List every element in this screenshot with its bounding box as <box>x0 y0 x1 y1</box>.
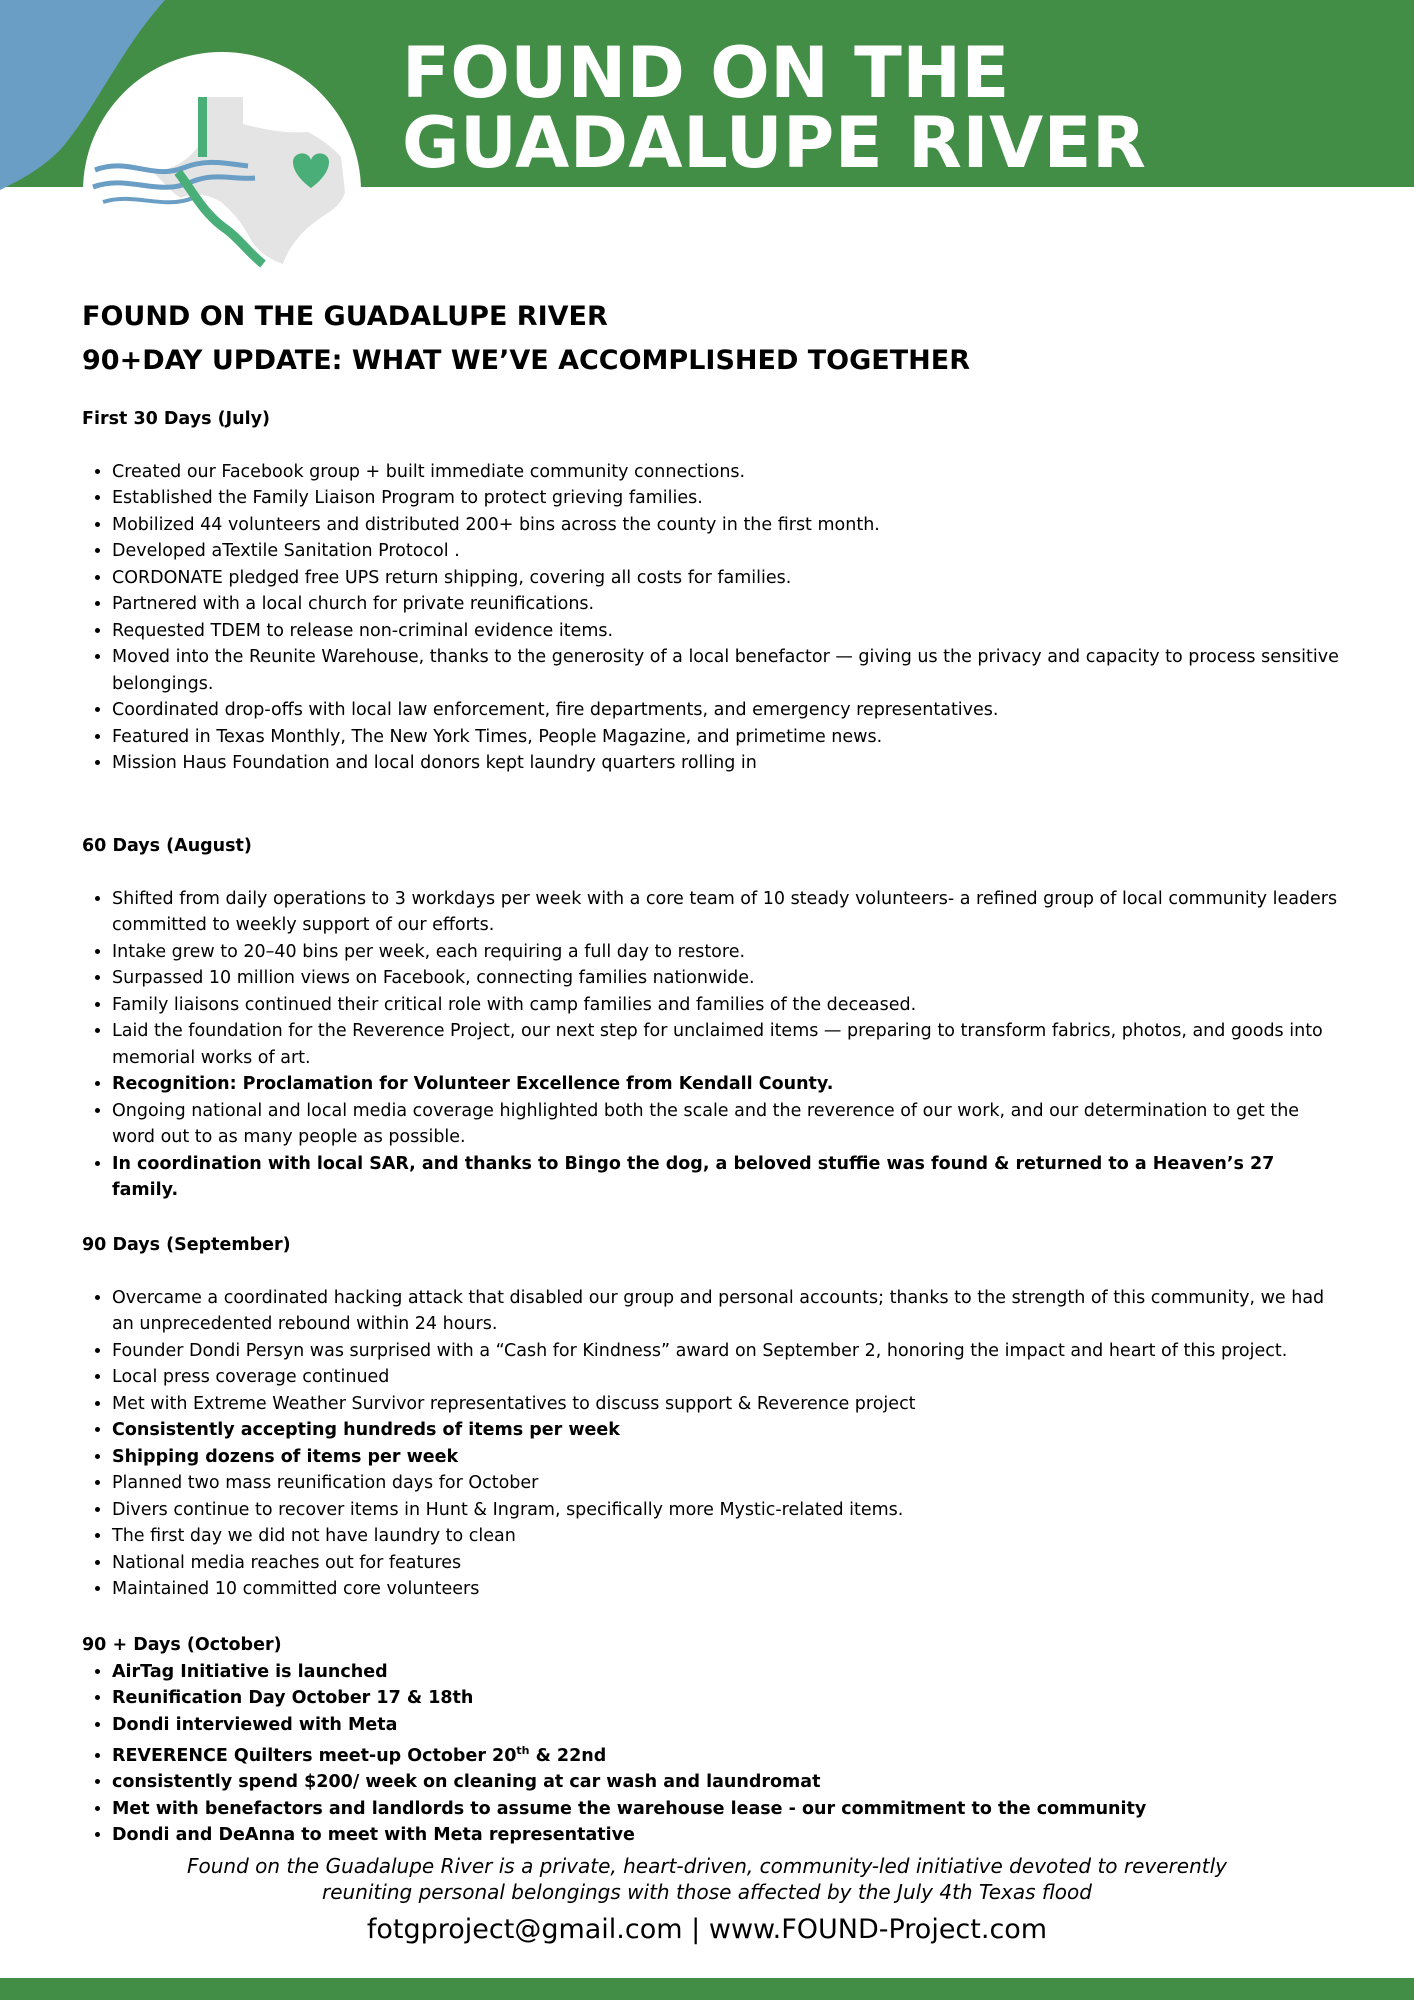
banner-title-line-2: GUADALUPE RIVER <box>402 102 1147 184</box>
texas-river-heart-icon <box>83 52 361 274</box>
list-item: • Coordinated drop-offs with local law enforcement, fire departments, and emergency representatives. <box>112 697 1342 724</box>
list-item: • Planned two mass reunification days for October <box>112 1470 1342 1497</box>
list-item: • Founder Dondi Persyn was surprised with a “Cash for Kindness” award on September 2, honoring the impact and heart of this project. <box>112 1338 1342 1365</box>
list-item: • Created our Facebook group + built immediate community connections. <box>112 459 1342 486</box>
list-item: • The first day we did not have laundry to clean <box>112 1523 1342 1550</box>
list-item-text: & 22nd <box>529 1745 607 1766</box>
bullet-list <box>82 459 1342 777</box>
list-item: • Developed aTextile Sanitation Protocol . <box>112 538 1342 565</box>
list-item: • Requested TDEM to release non-criminal evidence items. <box>112 618 1342 645</box>
list-item: • Partnered with a local church for private reunifications. <box>112 591 1342 618</box>
email-link[interactable]: fotgproject@gmail.com <box>366 1914 683 1945</box>
list-item: • Dondi and DeAnna to meet with Meta representative <box>112 1822 1342 1849</box>
section-60-days <box>82 833 1342 1204</box>
bullet-list <box>82 1285 1342 1603</box>
document-title <box>82 295 970 383</box>
section-first-30-days <box>82 406 1342 777</box>
list-item: • Established the Family Liaison Program to protect grieving families. <box>112 485 1342 512</box>
list-item: • Consistently accepting hundreds of items per week <box>112 1417 1342 1444</box>
list-item: • Met with Extreme Weather Survivor representatives to discuss support & Reverence project <box>112 1391 1342 1418</box>
list-item: • Mobilized 44 volunteers and distributed 200+ bins across the county in the first month. <box>112 512 1342 539</box>
list-item: • Divers continue to recover items in Hunt & Ingram, specifically more Mystic-related items. <box>112 1497 1342 1524</box>
section-heading: 90 + Days (October) <box>82 1635 282 1655</box>
footer-line-1: Found on the Guadalupe River is a private, heart-driven, community-led initiative devoted to reverently <box>187 1854 1227 1878</box>
document-title-line-1: FOUND ON THE GUADALUPE RIVER <box>82 301 608 332</box>
bullet-list <box>82 886 1342 1204</box>
list-item: • Laid the foundation for the Reverence Project, our next step for unclaimed items — preparing to transform fabrics, photos, and goods into memorial works of art. <box>112 1018 1342 1071</box>
list-item: • Local press coverage continued <box>112 1364 1342 1391</box>
list-item: • Ongoing national and local media coverage highlighted both the scale and the reverence of our work, and our determination to get the word out to as many people as possible. <box>112 1098 1342 1151</box>
bullet-list <box>82 1659 1342 1849</box>
list-item: • Overcame a coordinated hacking attack that disabled our group and personal accounts; thanks to the strength of this community, we had an unprecedented rebound within 24 hours. <box>112 1285 1342 1338</box>
document-title-line-2: 90+DAY UPDATE: WHAT WE’VE ACCOMPLISHED TOGETHER <box>82 345 970 376</box>
section-heading: First 30 Days (July) <box>82 409 270 429</box>
contact-line <box>0 1911 1414 1949</box>
list-item <box>112 1738 1342 1769</box>
section-90-days <box>82 1232 1342 1603</box>
list-item: • Mission Haus Foundation and local donors kept laundry quarters rolling in <box>112 750 1342 777</box>
list-item: • Featured in Texas Monthly, The New York Times, People Magazine, and primetime news. <box>112 724 1342 751</box>
list-item: • Reunification Day October 17 & 18th <box>112 1685 1342 1712</box>
list-item: • National media reaches out for features <box>112 1550 1342 1577</box>
list-item: • Recognition: Proclamation for Volunteer Excellence from Kendall County. <box>112 1071 1342 1098</box>
list-item: • Moved into the Reunite Warehouse, thanks to the generosity of a local benefactor — giving us the privacy and capacity to process sensitive belongings. <box>112 644 1342 697</box>
section-heading: 90 Days (September) <box>82 1235 291 1255</box>
list-item: • Shipping dozens of items per week <box>112 1444 1342 1471</box>
banner-title <box>402 32 1147 184</box>
section-heading: 60 Days (August) <box>82 836 252 856</box>
list-item: • AirTag Initiative is launched <box>112 1659 1342 1686</box>
contact-separator: | <box>691 1914 701 1945</box>
list-item: • In coordination with local SAR, and thanks to Bingo the dog, a beloved stuffie was found & returned to a Heaven’s 27 family. <box>112 1151 1342 1204</box>
list-item: • consistently spend $200/ week on cleaning at car wash and laundromat <box>112 1769 1342 1796</box>
website-link[interactable]: www.FOUND-Project.com <box>708 1914 1048 1945</box>
list-item: • Intake grew to 20–40 bins per week, each requiring a full day to restore. <box>112 939 1342 966</box>
footer-bar <box>0 1978 1414 2000</box>
list-item: • Dondi interviewed with Meta <box>112 1712 1342 1739</box>
list-item: • Surpassed 10 million views on Facebook, connecting families nationwide. <box>112 965 1342 992</box>
list-item: • Shifted from daily operations to 3 workdays per week with a core team of 10 steady volunteers- a refined group of local community leaders committed to weekly support of our efforts. <box>112 886 1342 939</box>
list-item: • Met with benefactors and landlords to assume the warehouse lease - our commitment to the community <box>112 1796 1342 1823</box>
list-item-text: REVERENCE Quilters meet-up October 20 <box>112 1745 517 1766</box>
banner-title-line-1: FOUND ON THE <box>402 32 1010 114</box>
section-90-plus-days <box>82 1632 1342 1849</box>
list-item: • Maintained 10 committed core volunteers <box>112 1576 1342 1603</box>
list-item: • CORDONATE pledged free UPS return shipping, covering all costs for families. <box>112 565 1342 592</box>
superscript: th <box>516 1744 530 1757</box>
footer-line-2: reuniting personal belongings with those affected by the July 4th Texas flood <box>322 1880 1092 1904</box>
list-item: • Family liaisons continued their critical role with camp families and families of the deceased. <box>112 992 1342 1019</box>
footer-mission-statement <box>150 1853 1264 1905</box>
